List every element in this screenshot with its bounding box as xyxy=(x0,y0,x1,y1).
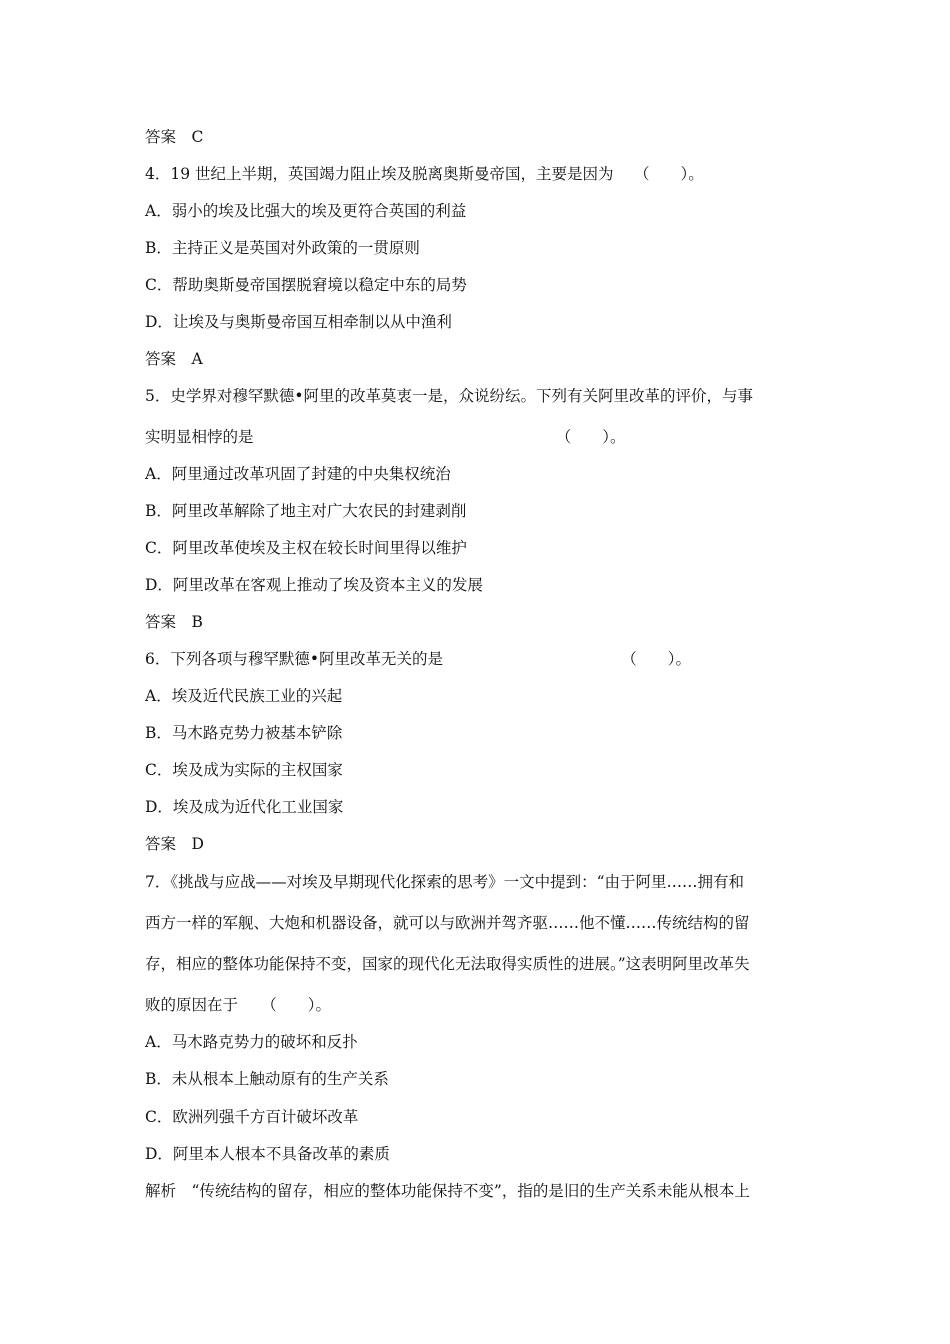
answer-5: 答案 B xyxy=(145,613,203,631)
question-5-stem-line-1: 5．史学界对穆罕默德•阿里的改革莫衷一是，众说纷纭。下列有关阿里改革的评价，与事 xyxy=(145,387,754,405)
question-7-option-c: C．欧洲列强千方百计破坏改革 xyxy=(145,1108,359,1126)
question-4-stem: 4．19 世纪上半期，英国竭力阻止埃及脱离奥斯曼帝国，主要是因为 （ ）。 xyxy=(145,165,704,183)
question-6-option-b: B．马木路克势力被基本铲除 xyxy=(145,724,343,742)
question-5-option-d: D．阿里改革在客观上推动了埃及资本主义的发展 xyxy=(145,576,483,594)
question-4-option-b: B．主持正义是英国对外政策的一贯原则 xyxy=(145,239,420,257)
question-7-option-d: D．阿里本人根本不具备改革的素质 xyxy=(145,1145,390,1163)
question-6-option-d: D．埃及成为近代化工业国家 xyxy=(145,798,344,816)
answer-4: 答案 A xyxy=(145,350,203,368)
question-7-stem-line-4: 败的原因在于 （ ）。 xyxy=(145,996,332,1014)
question-5-stem-line-2: 实明显相悖的是 （ ）。 xyxy=(145,428,626,446)
answer-3: 答案 C xyxy=(145,128,204,146)
question-4-option-c: C．帮助奥斯曼帝国摆脱窘境以稳定中东的局势 xyxy=(145,276,467,294)
question-4-option-d: D．让埃及与奥斯曼帝国互相牵制以从中渔利 xyxy=(145,313,452,331)
question-4-option-a: A．弱小的埃及比强大的埃及更符合英国的利益 xyxy=(145,202,467,220)
question-6-option-a: A．埃及近代民族工业的兴起 xyxy=(145,687,343,705)
answer-6: 答案 D xyxy=(145,835,204,853)
question-5-option-b: B．阿里改革解除了地主对广大农民的封建剥削 xyxy=(145,502,467,520)
question-7-option-b: B．未从根本上触动原有的生产关系 xyxy=(145,1070,389,1088)
question-5-option-a: A．阿里通过改革巩固了封建的中央集权统治 xyxy=(145,465,451,483)
question-7-stem-line-3: 存，相应的整体功能保持不变，国家的现代化无法取得实质性的进展。”这表明阿里改革失 xyxy=(145,955,750,973)
question-7-stem-line-1: 7．《挑战与应战——对埃及早期现代化探索的思考》一文中提到：“由于阿里……拥有和 xyxy=(145,873,745,891)
question-6-stem: 6．下列各项与穆罕默德•阿里改革无关的是 （ ）。 xyxy=(145,650,692,668)
question-7-stem-line-2: 西方一样的军舰、大炮和机器设备，就可以与欧洲并驾齐驱……他不懂……传统结构的留 xyxy=(145,914,750,932)
question-5-option-c: C．阿里改革使埃及主权在较长时间里得以维护 xyxy=(145,539,467,557)
question-7-option-a: A．马木路克势力的破坏和反扑 xyxy=(145,1033,358,1051)
question-6-option-c: C．埃及成为实际的主权国家 xyxy=(145,761,343,779)
question-7-analysis: 解析 “传统结构的留存，相应的整体功能保持不变”，指的是旧的生产关系未能从根本上 xyxy=(145,1182,750,1200)
